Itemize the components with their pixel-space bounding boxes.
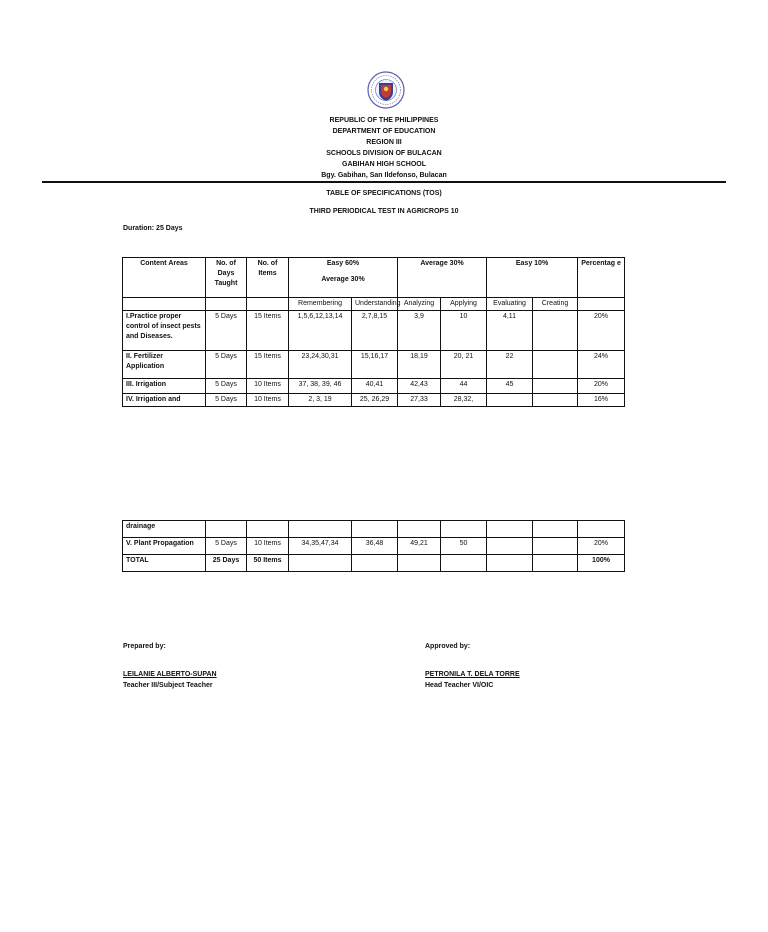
- header-items: No. of Items: [247, 258, 289, 298]
- level-blank: [206, 298, 247, 311]
- prepared-by-name: LEILANIE ALBERTO-SUPAN: [123, 671, 217, 678]
- row-area: I.Practice proper control of insect pests and Diseases.: [123, 311, 206, 351]
- row-percentage: 100%: [578, 555, 625, 572]
- header-days-taught: No. of Days Taught: [206, 258, 247, 298]
- approved-by-name: PETRONILA T. DELA TORRE: [425, 671, 520, 678]
- row-understanding: [352, 555, 398, 572]
- row-evaluating: 22: [487, 351, 533, 379]
- row-days: 5 Days: [206, 538, 247, 555]
- row-analyzing: 42,43: [398, 379, 441, 394]
- row-understanding: 15,16,17: [352, 351, 398, 379]
- table-row: [123, 521, 625, 538]
- table-row: [123, 394, 625, 407]
- row-items: 50 Items: [247, 555, 289, 572]
- deped-seal-icon: [367, 70, 405, 110]
- level-applying: Applying: [441, 298, 487, 311]
- row-area: IV. Irrigation and: [123, 394, 206, 407]
- tos-table: [122, 257, 625, 407]
- row-analyzing: 3,9: [398, 311, 441, 351]
- header-difficult: Easy 10%: [487, 258, 578, 298]
- approved-by-label: Approved by:: [425, 643, 471, 650]
- row-creating: [533, 394, 578, 407]
- row-days: 5 Days: [206, 394, 247, 407]
- row-days: 25 Days: [206, 555, 247, 572]
- country-line: REPUBLIC OF THE PHILIPPINES: [329, 117, 439, 124]
- header-easy-average: Average 30%: [321, 276, 365, 283]
- row-percentage: 24%: [578, 351, 625, 379]
- row-percentage: 16%: [578, 394, 625, 407]
- header-content-areas: Content Areas: [123, 258, 206, 298]
- row-area: V. Plant Propagation: [123, 538, 206, 555]
- level-understanding: Understanding: [352, 298, 398, 311]
- row-days: 5 Days: [206, 379, 247, 394]
- row-understanding: [352, 521, 398, 538]
- prepared-by-label: Prepared by:: [123, 643, 166, 650]
- department-line: DEPARTMENT OF EDUCATION: [332, 128, 436, 135]
- row-applying: [441, 555, 487, 572]
- header-percentage: Percentag e: [578, 258, 625, 298]
- level-remembering: Remembering: [289, 298, 352, 311]
- table-row-total: [123, 555, 625, 572]
- row-percentage: 20%: [578, 538, 625, 555]
- row-creating: [533, 538, 578, 555]
- row-remembering: 34,35,47,34: [289, 538, 352, 555]
- row-remembering: 1,5,6,12,13,14: [289, 311, 352, 351]
- row-analyzing: [398, 555, 441, 572]
- tos-table-continued: [122, 520, 625, 572]
- header-easy-label: Easy 60%: [326, 260, 360, 267]
- level-blank: [578, 298, 625, 311]
- row-items: [247, 521, 289, 538]
- row-percentage: [578, 521, 625, 538]
- row-applying: 20, 21: [441, 351, 487, 379]
- address-line: Bgy. Gabihan, San Ildefonso, Bulacan: [321, 172, 447, 179]
- row-percentage: 20%: [578, 311, 625, 351]
- row-remembering: 23,24,30,31: [289, 351, 352, 379]
- row-creating: [533, 351, 578, 379]
- table-row: [123, 538, 625, 555]
- row-days: [206, 521, 247, 538]
- table-row: [123, 351, 625, 379]
- document-title: TABLE OF SPECIFICATIONS (TOS): [326, 190, 442, 197]
- table-row: [123, 379, 625, 394]
- prepared-by-title: Teacher III/Subject Teacher: [123, 682, 213, 689]
- row-remembering: [289, 521, 352, 538]
- level-blank: [123, 298, 206, 311]
- row-evaluating: 45: [487, 379, 533, 394]
- row-creating: [533, 311, 578, 351]
- row-percentage: 20%: [578, 379, 625, 394]
- row-creating: [533, 379, 578, 394]
- header-average: Average 30%: [398, 258, 487, 298]
- row-understanding: 25, 26,29: [352, 394, 398, 407]
- document-subtitle: THIRD PERIODICAL TEST IN AGRICROPS 10: [309, 208, 459, 215]
- row-remembering: [289, 555, 352, 572]
- row-area: drainage: [123, 521, 206, 538]
- row-applying: 28,32,: [441, 394, 487, 407]
- row-days: 5 Days: [206, 351, 247, 379]
- row-analyzing: 18,19: [398, 351, 441, 379]
- header-divider: [42, 181, 726, 183]
- level-evaluating: Evaluating: [487, 298, 533, 311]
- row-remembering: 37, 38, 39, 46: [289, 379, 352, 394]
- table-row: [123, 311, 625, 351]
- row-understanding: 40,41: [352, 379, 398, 394]
- row-area: II. Fertilizer Application: [123, 351, 206, 379]
- header-easy: [289, 258, 398, 298]
- row-items: 10 Items: [247, 379, 289, 394]
- level-analyzing: Analyzing: [398, 298, 441, 311]
- header-row: [123, 258, 625, 298]
- row-evaluating: [487, 521, 533, 538]
- row-analyzing: 27,33: [398, 394, 441, 407]
- school-line: GABIHAN HIGH SCHOOL: [342, 161, 426, 168]
- level-row: [123, 298, 625, 311]
- row-items: 10 Items: [247, 538, 289, 555]
- row-items: 15 Items: [247, 311, 289, 351]
- row-applying: 50: [441, 538, 487, 555]
- region-line: REGION III: [366, 139, 402, 146]
- row-evaluating: [487, 394, 533, 407]
- row-creating: [533, 555, 578, 572]
- row-understanding: 36,48: [352, 538, 398, 555]
- row-applying: 10: [441, 311, 487, 351]
- row-understanding: 2,7,8,15: [352, 311, 398, 351]
- row-creating: [533, 521, 578, 538]
- row-items: 15 Items: [247, 351, 289, 379]
- row-items: 10 Items: [247, 394, 289, 407]
- row-analyzing: [398, 521, 441, 538]
- row-analyzing: 49,21: [398, 538, 441, 555]
- duration-label: Duration: 25 Days: [123, 225, 183, 232]
- row-applying: [441, 521, 487, 538]
- row-days: 5 Days: [206, 311, 247, 351]
- row-evaluating: [487, 538, 533, 555]
- row-evaluating: 4,11: [487, 311, 533, 351]
- row-remembering: 2, 3, 19: [289, 394, 352, 407]
- row-applying: 44: [441, 379, 487, 394]
- level-blank: [247, 298, 289, 311]
- row-area: TOTAL: [123, 555, 206, 572]
- row-area: III. Irrigation: [123, 379, 206, 394]
- division-line: SCHOOLS DIVISION OF BULACAN: [326, 150, 442, 157]
- approved-by-title: Head Teacher VI/OIC: [425, 682, 494, 689]
- row-evaluating: [487, 555, 533, 572]
- level-creating: Creating: [533, 298, 578, 311]
